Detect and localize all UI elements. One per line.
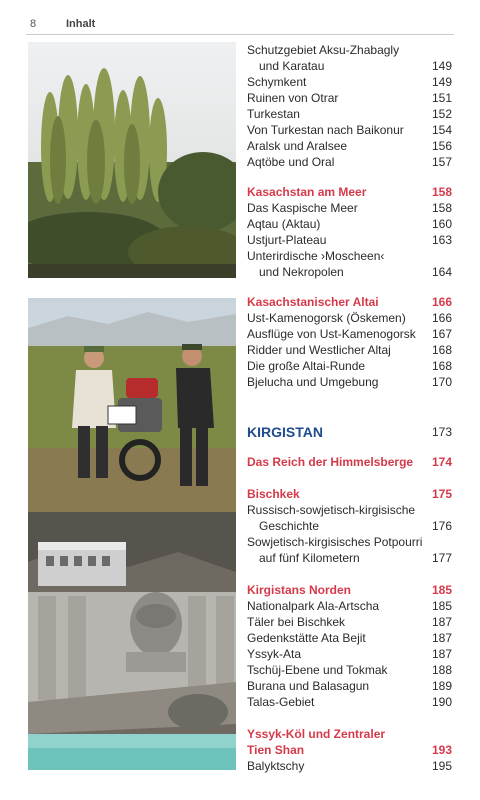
toc-entry-page: 187 [431, 631, 452, 645]
page-header [26, 18, 454, 35]
toc-entry-label: Geschichte [259, 519, 320, 533]
toc-entry [247, 138, 452, 154]
toc-entry [247, 264, 452, 280]
toc-entry-label: Burana und Balasagun [247, 679, 370, 693]
toc-entry-page: 177 [431, 551, 452, 565]
toc-entry [247, 310, 452, 326]
toc-entry [247, 646, 452, 662]
toc-entry [247, 216, 452, 232]
toc-entry [247, 582, 452, 598]
toc-entry-page: 151 [431, 91, 452, 105]
toc-entry [247, 342, 452, 358]
toc-entry-label: Kirgistans Norden [247, 583, 352, 597]
toc-entry [247, 422, 452, 442]
toc-entry [247, 678, 452, 694]
toc-entry [247, 154, 452, 170]
toc-entry-label: Yssyk-Ata [247, 647, 302, 661]
toc-entry-page: 189 [431, 679, 452, 693]
toc-entry-label: Balyktschy [247, 759, 305, 773]
toc-entry-page: 158 [431, 185, 452, 199]
toc-entry-label: KIRGISTAN [247, 424, 323, 440]
toc-entry-page: 152 [431, 107, 452, 121]
photo-motorcycle [28, 298, 236, 512]
toc-entry-label: Ustjurt-Plateau [247, 233, 327, 247]
toc-entry-label: Täler bei Bischkek [247, 615, 346, 629]
toc-entry-page: 164 [431, 265, 452, 279]
toc-entry-label: Ust-Kamenogorsk (Öskemen) [247, 311, 406, 325]
toc-entry-label: und Nekropolen [259, 265, 344, 279]
toc-entry-page: 166 [431, 311, 452, 325]
toc-entry-page: 149 [431, 75, 452, 89]
toc-entry-page: 193 [431, 743, 452, 757]
toc-entry-label: Aqtau (Aktau) [247, 217, 321, 231]
toc-entry-page: 170 [431, 375, 452, 389]
toc-entry-label: Schutzgebiet Aksu-Zhabagly [247, 43, 400, 57]
toc-entry-page: 166 [431, 295, 452, 309]
toc-entry-label: Die große Altai-Runde [247, 359, 366, 373]
photo-trees [28, 42, 236, 278]
toc-entry [247, 726, 452, 742]
toc-entry [247, 742, 452, 758]
toc-entry-page: 168 [431, 343, 452, 357]
toc-entry [247, 358, 452, 374]
toc-entry-label: Unterirdische ›Moscheen‹ [247, 249, 385, 263]
toc-entry [247, 232, 452, 248]
toc-entry-page: 187 [431, 615, 452, 629]
toc-entry [247, 58, 452, 74]
toc-entry-page: 174 [431, 455, 452, 469]
toc-entry-page: 168 [431, 359, 452, 373]
toc-entry-label: Yssyk-Köl und Zentraler [247, 727, 386, 741]
toc-entry-page: 160 [431, 217, 452, 231]
toc-entry-label: Ridder und Westlicher Altaj [247, 343, 391, 357]
toc-entry-label: auf fünf Kilometern [259, 551, 360, 565]
toc-entry-page: 190 [431, 695, 452, 709]
toc-entry-page: 173 [431, 425, 452, 439]
toc-entry-label: Gedenkstätte Ata Bejit [247, 631, 366, 645]
toc-entry-label: Von Turkestan nach Baikonur [247, 123, 404, 137]
page-number: 8 [30, 18, 37, 30]
photo-column [28, 42, 236, 770]
toc-entry-page: 149 [431, 59, 452, 73]
toc-entry-label: Talas-Gebiet [247, 695, 315, 709]
toc-entry-page: 188 [431, 663, 452, 677]
toc-entry [247, 122, 452, 138]
toc-entry [247, 502, 452, 518]
toc-entry-page: 163 [431, 233, 452, 247]
photo-monument [28, 512, 236, 770]
toc-entry-label: Ruinen von Otrar [247, 91, 339, 105]
toc-entry [247, 454, 452, 470]
toc-entry [247, 248, 452, 264]
toc-entry-label: und Karatau [259, 59, 325, 73]
section-title: Inhalt [66, 18, 96, 30]
toc-entry [247, 614, 452, 630]
toc-entry [247, 758, 452, 774]
toc-entry-label: Tschüj-Ebene und Tokmak [247, 663, 388, 677]
toc-entry-page: 154 [431, 123, 452, 137]
toc-entry [247, 106, 452, 122]
toc-entry [247, 74, 452, 90]
toc-entry-label: Ausflüge von Ust-Kamenogorsk [247, 327, 416, 341]
toc-entry-label: Aqtöbe und Oral [247, 155, 335, 169]
toc-entry-label: Bischkek [247, 487, 300, 501]
toc-entry-page: 187 [431, 647, 452, 661]
toc-entry [247, 598, 452, 614]
toc-entry-label: Das Reich der Himmelsberge [247, 455, 414, 469]
toc-entry-label: Kasachstanischer Altai [247, 295, 379, 309]
toc-entry-page: 185 [431, 583, 452, 597]
toc-entry-label: Tien Shan [247, 743, 305, 757]
toc-entry [247, 326, 452, 342]
toc-entry-label: Turkestan [247, 107, 300, 121]
toc-entry [247, 534, 452, 550]
toc-entry-page: 156 [431, 139, 452, 153]
toc-entry-page: 185 [431, 599, 452, 613]
toc-entry-label: Russisch-sowjetisch-kirgisische [247, 503, 416, 517]
toc-entry-page: 176 [431, 519, 452, 533]
toc-entry-label: Aralsk und Aralsee [247, 139, 348, 153]
toc-entry-page: 175 [431, 487, 452, 501]
toc-entry [247, 90, 452, 106]
toc-entry [247, 374, 452, 390]
toc-entry-label: Kasachstan am Meer [247, 185, 367, 199]
toc-entry [247, 184, 452, 200]
toc-entry-label: Bjelucha und Umgebung [247, 375, 379, 389]
toc-entry-label: Nationalpark Ala-Artscha [247, 599, 380, 613]
toc-entry-label: Das Kaspische Meer [247, 201, 358, 215]
toc-entry-label: Sowjetisch-kirgisisches Potpourri [247, 535, 423, 549]
toc-entry [247, 630, 452, 646]
toc-entry [247, 694, 452, 710]
toc-entry [247, 518, 452, 534]
toc-entry [247, 550, 452, 566]
toc-entry [247, 486, 452, 502]
toc-entry-page: 158 [431, 201, 452, 215]
toc-entry-page: 195 [431, 759, 452, 773]
toc-entry-page: 167 [431, 327, 452, 341]
toc-entry-label: Schymkent [247, 75, 307, 89]
toc-entry [247, 294, 452, 310]
toc-entry [247, 200, 452, 216]
toc-entry [247, 42, 452, 58]
toc-entry [247, 662, 452, 678]
toc-entry-page: 157 [431, 155, 452, 169]
